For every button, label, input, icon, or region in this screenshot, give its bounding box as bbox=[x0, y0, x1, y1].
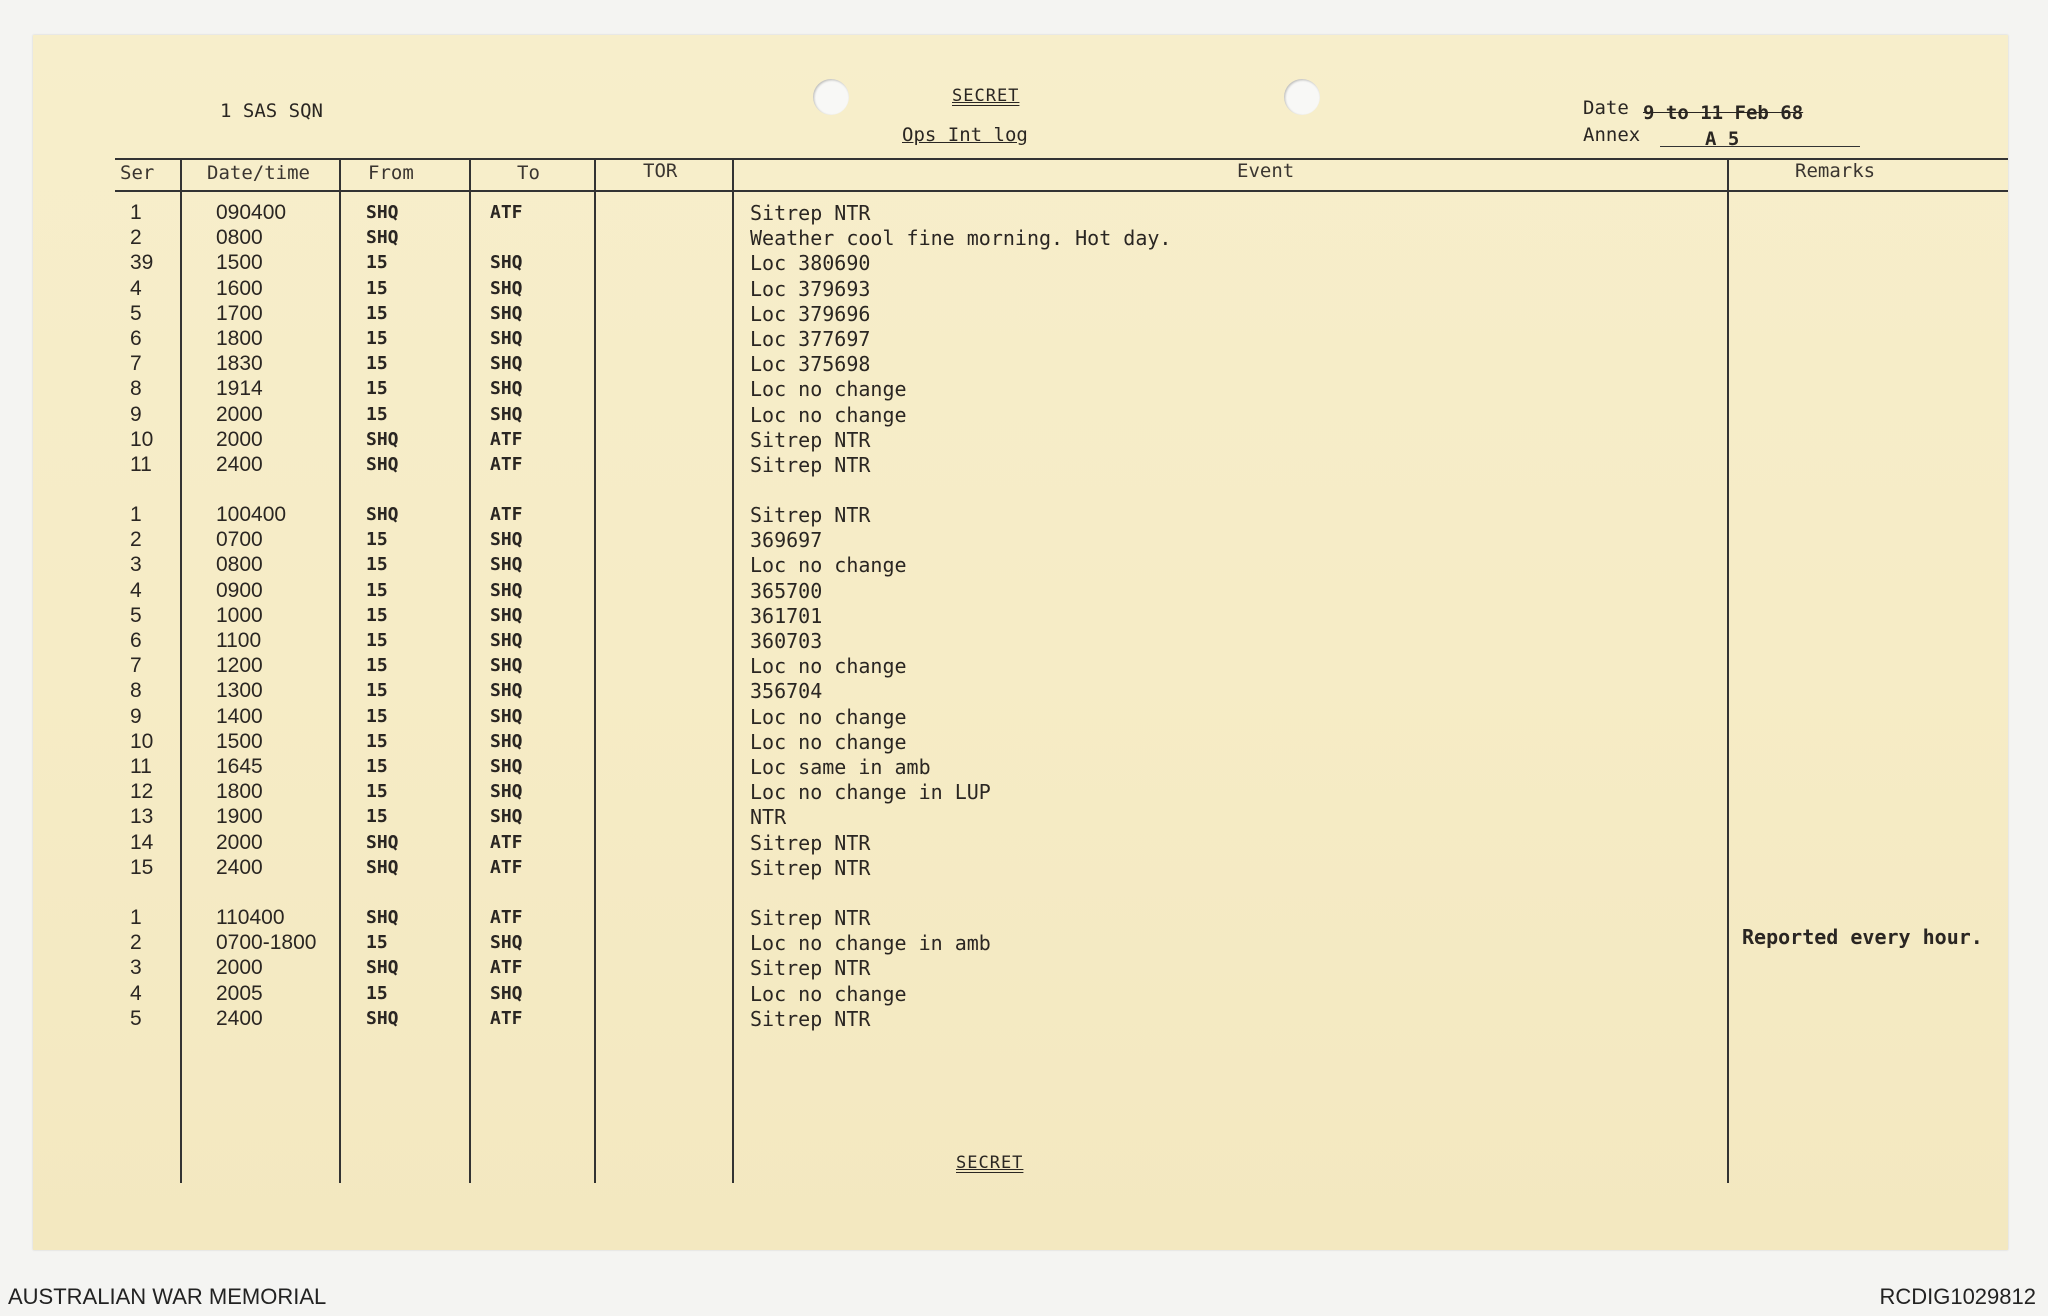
cell-from: 15 bbox=[366, 781, 388, 803]
cell-ser: 8 bbox=[130, 679, 142, 703]
table-top-rule bbox=[115, 158, 2008, 160]
cell-to: SHQ bbox=[490, 403, 523, 425]
cell-from: 15 bbox=[366, 932, 388, 954]
cell-from: 15 bbox=[366, 403, 388, 425]
cell-to: ATF bbox=[490, 907, 523, 928]
cell-datetime: 090400 bbox=[216, 201, 287, 224]
cell-datetime: 1900 bbox=[216, 805, 263, 829]
cell-ser: 6 bbox=[130, 629, 142, 652]
cell-from: SHQ bbox=[366, 856, 399, 878]
cell-event: Loc no change bbox=[750, 377, 907, 402]
cell-to: SHQ bbox=[490, 529, 523, 551]
cell-ser: 7 bbox=[130, 352, 142, 376]
cell-from: 15 bbox=[366, 806, 388, 828]
cell-to: ATF bbox=[490, 504, 523, 525]
cell-ser: 1 bbox=[130, 201, 142, 224]
cell-from: 15 bbox=[366, 378, 388, 400]
cell-ser: 6 bbox=[130, 327, 142, 350]
cell-datetime: 1300 bbox=[216, 679, 263, 703]
cell-event: 365700 bbox=[750, 578, 823, 603]
cell-event: Loc 379696 bbox=[750, 301, 871, 326]
cell-to: SHQ bbox=[490, 604, 523, 626]
cell-event: Loc no change bbox=[750, 729, 907, 754]
cell-from: 15 bbox=[366, 982, 388, 1004]
cell-ser: 4 bbox=[130, 981, 142, 1005]
cell-datetime: 0800 bbox=[216, 553, 263, 577]
cell-from: 15 bbox=[366, 705, 388, 727]
footer-left: AUSTRALIAN WAR MEMORIAL bbox=[8, 1284, 327, 1309]
cell-to: ATF bbox=[490, 831, 523, 853]
cell-event: Sitrep NTR bbox=[750, 906, 871, 930]
cell-datetime: 1500 bbox=[216, 251, 263, 275]
cell-from: 15 bbox=[366, 655, 388, 677]
annex-underline bbox=[1660, 146, 1860, 147]
cell-datetime: 1800 bbox=[216, 327, 263, 350]
col-header-remarks: Remarks bbox=[1795, 160, 1876, 182]
cell-datetime: 2005 bbox=[216, 981, 263, 1005]
cell-to: SHQ bbox=[490, 328, 523, 349]
cell-datetime: 1100 bbox=[216, 629, 262, 652]
col-header-event: Event bbox=[1237, 160, 1295, 182]
cell-event: 360703 bbox=[750, 629, 823, 653]
log-title: Ops Int log bbox=[902, 124, 1028, 146]
cell-from: 15 bbox=[366, 353, 388, 375]
cell-from: 15 bbox=[366, 529, 388, 551]
cell-datetime: 1400 bbox=[216, 704, 263, 728]
cell-datetime: 2400 bbox=[216, 1006, 263, 1030]
cell-datetime: 0700-1800 bbox=[216, 931, 317, 955]
annex-label: Annex bbox=[1583, 124, 1641, 146]
cell-to: ATF bbox=[490, 428, 523, 450]
classification-top: SECRET bbox=[952, 86, 1020, 106]
cell-event: Sitrep NTR bbox=[750, 1006, 871, 1031]
cell-from: SHQ bbox=[366, 831, 399, 853]
cell-to: SHQ bbox=[490, 579, 523, 601]
cell-event: Sitrep NTR bbox=[750, 956, 871, 981]
cell-event: Loc no change bbox=[750, 553, 907, 578]
col-divider-3 bbox=[469, 158, 471, 1183]
cell-from: SHQ bbox=[366, 957, 399, 979]
date-label: Date bbox=[1583, 97, 1629, 119]
cell-remarks: Reported every hour. bbox=[1742, 925, 1983, 950]
cell-event: 361701 bbox=[750, 603, 823, 628]
cell-datetime: 2400 bbox=[216, 855, 263, 879]
date-value: 9 to 11 Feb 68 bbox=[1643, 102, 1804, 124]
cell-event: Sitrep NTR bbox=[750, 427, 871, 452]
cell-ser: 11 bbox=[130, 755, 152, 778]
cell-ser: 14 bbox=[130, 830, 154, 854]
cell-event: Loc 380690 bbox=[750, 251, 871, 276]
cell-ser: 2 bbox=[130, 226, 142, 250]
cell-event: Loc no change bbox=[750, 654, 907, 679]
cell-to: SHQ bbox=[490, 252, 523, 274]
cell-from: 15 bbox=[366, 680, 388, 702]
cell-datetime: 2000 bbox=[216, 956, 263, 980]
cell-from: 15 bbox=[366, 252, 388, 274]
cell-ser: 4 bbox=[130, 578, 142, 602]
cell-event: 356704 bbox=[750, 679, 823, 704]
punch-hole-left bbox=[813, 79, 849, 115]
cell-to: SHQ bbox=[490, 730, 523, 752]
cell-event: Sitrep NTR bbox=[750, 453, 871, 477]
cell-datetime: 1600 bbox=[216, 276, 263, 300]
col-divider-2 bbox=[339, 158, 341, 1183]
cell-ser: 2 bbox=[130, 931, 142, 955]
col-divider-4 bbox=[594, 158, 596, 1183]
cell-from: 15 bbox=[366, 579, 388, 601]
cell-to: SHQ bbox=[490, 781, 523, 803]
cell-ser: 7 bbox=[130, 654, 142, 678]
cell-ser: 3 bbox=[130, 553, 142, 577]
cell-ser: 13 bbox=[130, 805, 154, 829]
cell-to: SHQ bbox=[490, 756, 523, 777]
cell-ser: 2 bbox=[130, 528, 142, 552]
cell-from: SHQ bbox=[366, 504, 399, 525]
cell-to: SHQ bbox=[490, 277, 523, 299]
cell-datetime: 1830 bbox=[216, 352, 263, 376]
cell-event: Weather cool fine morning. Hot day. bbox=[750, 226, 1172, 251]
col-divider-6 bbox=[1727, 158, 1729, 1183]
cell-ser: 9 bbox=[130, 402, 142, 426]
cell-from: 15 bbox=[366, 302, 388, 324]
cell-from: SHQ bbox=[366, 428, 399, 450]
cell-ser: 10 bbox=[130, 427, 154, 451]
cell-event: Loc no change in amb bbox=[750, 931, 991, 956]
cell-from: 15 bbox=[366, 328, 388, 349]
cell-to: ATF bbox=[490, 856, 523, 878]
cell-event: Loc no change bbox=[750, 402, 907, 427]
col-divider-1 bbox=[180, 158, 182, 1183]
col-header-datetime: Date/time bbox=[207, 162, 310, 184]
col-header-ser: Ser bbox=[120, 162, 155, 184]
cell-to: ATF bbox=[490, 1007, 523, 1029]
cell-ser: 11 bbox=[130, 453, 152, 476]
cell-event: Sitrep NTR bbox=[750, 503, 871, 527]
cell-datetime: 0700 bbox=[216, 528, 263, 552]
cell-event: Sitrep NTR bbox=[750, 855, 871, 880]
cell-ser: 3 bbox=[130, 956, 142, 980]
cell-event: Loc no change bbox=[750, 704, 907, 729]
cell-from: 15 bbox=[366, 756, 388, 777]
cell-ser: 4 bbox=[130, 276, 142, 300]
cell-to: SHQ bbox=[490, 680, 523, 702]
cell-ser: 15 bbox=[130, 855, 154, 879]
document-page bbox=[33, 35, 2008, 1250]
cell-datetime: 1700 bbox=[216, 301, 263, 325]
col-header-to: To bbox=[517, 162, 540, 184]
cell-ser: 5 bbox=[130, 603, 142, 627]
cell-datetime: 1914 bbox=[216, 377, 263, 401]
col-divider-5 bbox=[732, 158, 734, 1183]
cell-from: 15 bbox=[366, 554, 388, 576]
cell-datetime: 1800 bbox=[216, 780, 263, 804]
cell-event: Loc same in amb bbox=[750, 755, 931, 779]
cell-event: Loc no change bbox=[750, 981, 907, 1006]
cell-event: NTR bbox=[750, 805, 787, 830]
cell-from: SHQ bbox=[366, 227, 399, 249]
cell-from: SHQ bbox=[366, 454, 399, 475]
cell-datetime: 110400 bbox=[216, 906, 285, 929]
cell-ser: 9 bbox=[130, 704, 142, 728]
cell-ser: 39 bbox=[130, 251, 154, 275]
cell-to: ATF bbox=[490, 202, 523, 223]
classification-bottom: SECRET bbox=[956, 1153, 1024, 1173]
cell-event: Loc 377697 bbox=[750, 327, 871, 351]
cell-to: ATF bbox=[490, 957, 523, 979]
cell-from: 15 bbox=[366, 604, 388, 626]
cell-from: SHQ bbox=[366, 202, 399, 223]
col-header-tor: TOR bbox=[643, 160, 678, 182]
cell-datetime: 100400 bbox=[216, 503, 287, 526]
cell-to: SHQ bbox=[490, 378, 523, 400]
cell-event: Loc 375698 bbox=[750, 352, 871, 377]
cell-event: Sitrep NTR bbox=[750, 830, 871, 855]
footer-right: RCDIG1029812 bbox=[1879, 1284, 2036, 1309]
unit-name: 1 SAS SQN bbox=[220, 100, 323, 122]
table-header-rule bbox=[115, 190, 2008, 192]
cell-to: SHQ bbox=[490, 302, 523, 324]
cell-datetime: 1000 bbox=[216, 603, 263, 627]
cell-event: Sitrep NTR bbox=[750, 201, 871, 225]
cell-to: SHQ bbox=[490, 705, 523, 727]
cell-datetime: 2000 bbox=[216, 427, 263, 451]
cell-to: SHQ bbox=[490, 630, 523, 651]
cell-datetime: 1500 bbox=[216, 729, 263, 753]
cell-ser: 1 bbox=[130, 503, 142, 526]
cell-ser: 5 bbox=[130, 1006, 142, 1030]
cell-to: SHQ bbox=[490, 806, 523, 828]
cell-event: Loc 379693 bbox=[750, 276, 871, 301]
cell-to: SHQ bbox=[490, 932, 523, 954]
cell-to: SHQ bbox=[490, 353, 523, 375]
cell-from: 15 bbox=[366, 630, 388, 651]
cell-from: 15 bbox=[366, 277, 388, 299]
cell-datetime: 0800 bbox=[216, 226, 263, 250]
cell-datetime: 2400 bbox=[216, 453, 263, 476]
punch-hole-right bbox=[1284, 79, 1320, 115]
cell-ser: 8 bbox=[130, 377, 142, 401]
cell-from: 15 bbox=[366, 730, 388, 752]
cell-event: 369697 bbox=[750, 528, 823, 553]
cell-to: SHQ bbox=[490, 982, 523, 1004]
cell-datetime: 2000 bbox=[216, 830, 263, 854]
cell-ser: 5 bbox=[130, 301, 142, 325]
cell-event: Loc no change in LUP bbox=[750, 780, 991, 805]
cell-datetime: 2000 bbox=[216, 402, 263, 426]
cell-from: SHQ bbox=[366, 1007, 399, 1029]
col-header-from: From bbox=[368, 162, 414, 184]
cell-datetime: 0900 bbox=[216, 578, 263, 602]
annex-value: A 5 bbox=[1705, 128, 1740, 150]
cell-datetime: 1645 bbox=[216, 755, 263, 778]
cell-from: SHQ bbox=[366, 907, 399, 928]
cell-ser: 10 bbox=[130, 729, 154, 753]
cell-to: ATF bbox=[490, 454, 523, 475]
cell-datetime: 1200 bbox=[216, 654, 263, 678]
cell-ser: 1 bbox=[130, 906, 142, 929]
cell-to: SHQ bbox=[490, 655, 523, 677]
cell-ser: 12 bbox=[130, 780, 154, 804]
cell-to: SHQ bbox=[490, 554, 523, 576]
